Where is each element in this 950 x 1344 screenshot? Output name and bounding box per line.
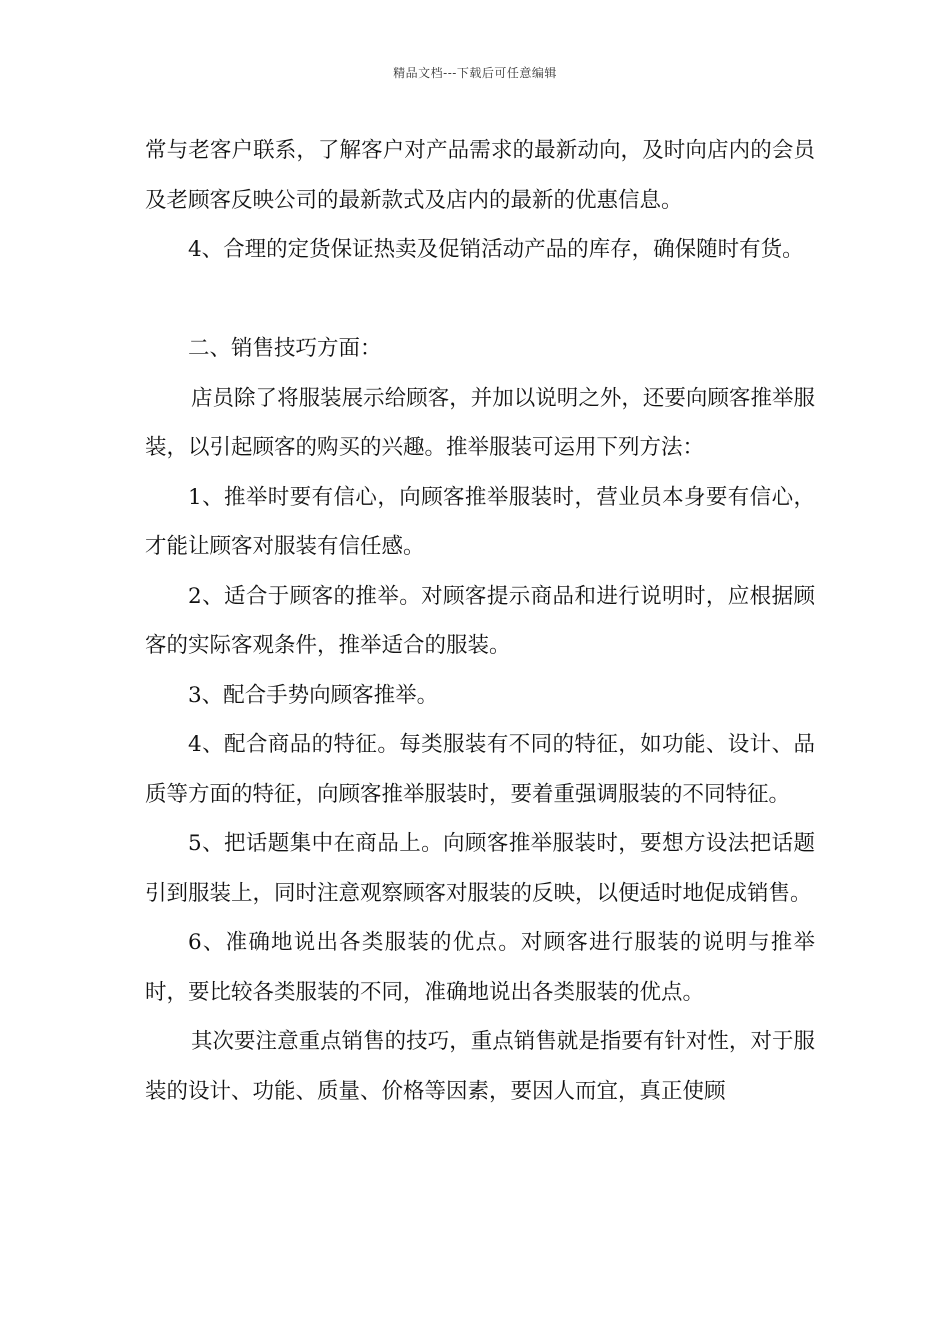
paragraph-spacer — [145, 275, 815, 325]
page-header: 精品文档---下载后可任意编辑 — [393, 66, 557, 80]
document-body — [145, 126, 815, 1116]
paragraph-item-1: 1、推举时要有信心，向顾客推举服装时，营业员本身要有信心，才能让顾客对服装有信任感。 — [145, 484, 815, 559]
paragraph-item-4-inventory: 4、合理的定货保证热卖及促销活动产品的库存，确保随时有货。 — [188, 237, 804, 262]
paragraph-item-3: 3、配合手势向顾客推举。 — [188, 682, 439, 708]
paragraph-item-2: 2、适合于顾客的推举。对顾客提示商品和进行说明时，应根据顾客的实际客观条件，推举适合的服装。 — [145, 583, 815, 658]
paragraph-continuation: 常与老客户联系，了解客户对产品需求的最新动向，及时向店内的会员及老顾客反映公司的最新款式及店内的最新的优惠信息。 — [145, 138, 815, 213]
paragraph-item-4: 4、配合商品的特征。每类服装有不同的特征，如功能、设计、品质等方面的特征，向顾客推举服装时，要着重强调服装的不同特征。 — [145, 732, 815, 807]
paragraph-item-5: 5、把话题集中在商品上。向顾客推举服装时，要想方设法把话题引到服装上，同时注意观察顾客对服装的反映，以便适时地促成销售。 — [145, 831, 815, 906]
paragraph-key-selling: 其次要注意重点销售的技巧，重点销售就是指要有针对性，对于服装的设计、功能、质量、价格等因素，要因人而宜，真正使顾 — [145, 1029, 815, 1104]
section-heading: 二、销售技巧方面： — [188, 336, 382, 361]
paragraph-intro: 店员除了将服装展示给顾客，并加以说明之外，还要向顾客推举服装，以引起顾客的购买的兴趣。推举服装可运用下列方法： — [145, 385, 815, 460]
paragraph-item-6: 6、准确地说出各类服装的优点。对顾客进行服装的说明与推举时，要比较各类服装的不同，准确地说出各类服装的优点。 — [145, 930, 815, 1005]
